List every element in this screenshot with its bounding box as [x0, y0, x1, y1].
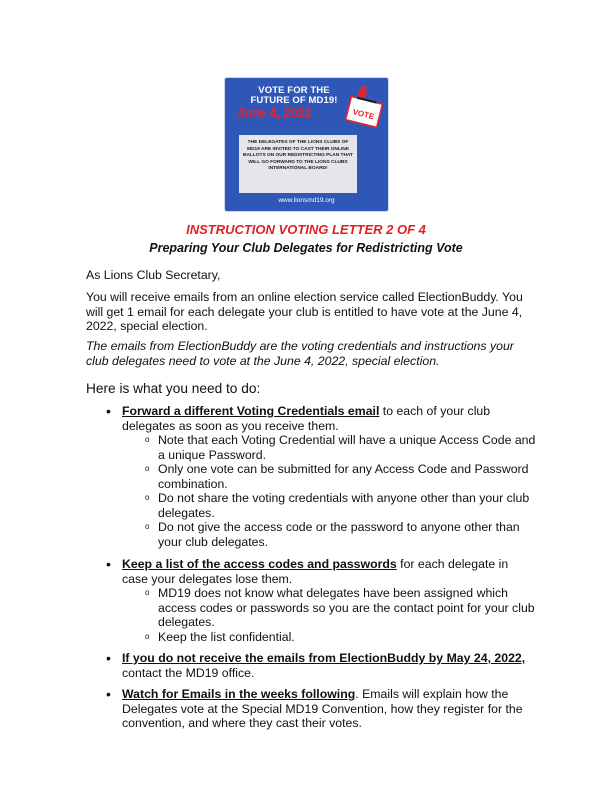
sub-list-item: Note that each Voting Credential will have a unique Access Code and a unique Password.: [158, 433, 536, 462]
poster-date: June 4, 2022: [237, 106, 312, 120]
bullet-bold: Forward a different Voting Credentials email: [122, 404, 380, 418]
bullet-bold: Keep a list of the access codes and passwords: [122, 557, 397, 571]
poster-box-text: THE DELEGATES OF THE LIONS CLUBS OF MD19 ARE INVITED TO CAST THEIR ONLINE BALLOTS ON OUR REDISTRICTING PLAN THAT WILL GO FORWARD TO THE LIONS CLUBS INTERNATIONAL BOARD!: [243, 140, 353, 171]
bullet-dot: •: [106, 650, 111, 666]
sub-bullet-dot: o: [145, 522, 150, 531]
poster-title: VOTE FOR THE FUTURE OF MD19!: [250, 85, 338, 106]
bullet-bold: If you do not receive the emails from ElectionBuddy by May 24, 2022,: [122, 651, 526, 665]
bullet-text: to each of your club delegates as soon as you receive them.: [122, 404, 491, 433]
poster-info-box: [239, 135, 357, 193]
bullet-bold: Watch for Emails in the weeks following: [122, 687, 356, 701]
bullet-text: contact the MD19 office.: [122, 665, 255, 680]
sub-list-item: Only one vote can be submitted for any Access Code and Password combination.: [158, 462, 529, 491]
ballot-label: VOTE: [351, 107, 376, 122]
sub-list-item: Do not share the voting credentials with anyone other than your club delegates.: [158, 491, 530, 520]
sub-list-item: MD19 does not know what delegates have been assigned which access codes or passwords so you are the contact point for your club delegates.: [158, 586, 535, 630]
letter-title: INSTRUCTION VOTING LETTER 2 OF 4: [186, 222, 426, 237]
list-item: [122, 404, 536, 433]
sub-bullet-dot: o: [145, 435, 150, 444]
sub-list-item: Do not give the access code or the password to anyone other than your club delegates.: [158, 520, 520, 549]
note-paragraph: The emails from ElectionBuddy are the voting credentials and instructions your club delegates need to vote at the June 4, 2022, special election.: [86, 339, 514, 368]
bullet-dot: •: [106, 556, 111, 572]
bullet-text: . Emails will explain how the Delegates vote at the Special MD19 Convention, how they register for the convention, and where they cast their votes.: [122, 687, 523, 731]
sub-bullet-dot: o: [145, 464, 150, 473]
bullet-dot: •: [106, 686, 111, 702]
ballot-box-icon: [343, 86, 387, 130]
bullet-dot: •: [106, 403, 111, 419]
bullet-text: for each delegate in case your delegates lose them.: [122, 557, 509, 586]
sub-list-item: Keep the list confidential.: [158, 630, 295, 644]
intro-paragraph: You will receive emails from an online election service called ElectionBuddy. You will get 1 email for each delegate your club is entitled to have vote at the June 4, 2022, special election.: [86, 290, 523, 334]
instructions-lead: Here is what you need to do:: [86, 381, 261, 396]
letter-subtitle: Preparing Your Club Delegates for Redistricting Vote: [149, 241, 463, 255]
vote-poster: [225, 78, 388, 211]
list-item: [122, 651, 536, 680]
list-item: [122, 687, 536, 731]
sub-bullet-dot: o: [145, 588, 150, 597]
poster-url: www.lionsmd19.org: [278, 197, 335, 204]
list-item: [122, 557, 536, 586]
sub-bullet-dot: o: [145, 632, 150, 641]
sub-bullet-dot: o: [145, 493, 150, 502]
greeting: As Lions Club Secretary,: [86, 268, 221, 282]
